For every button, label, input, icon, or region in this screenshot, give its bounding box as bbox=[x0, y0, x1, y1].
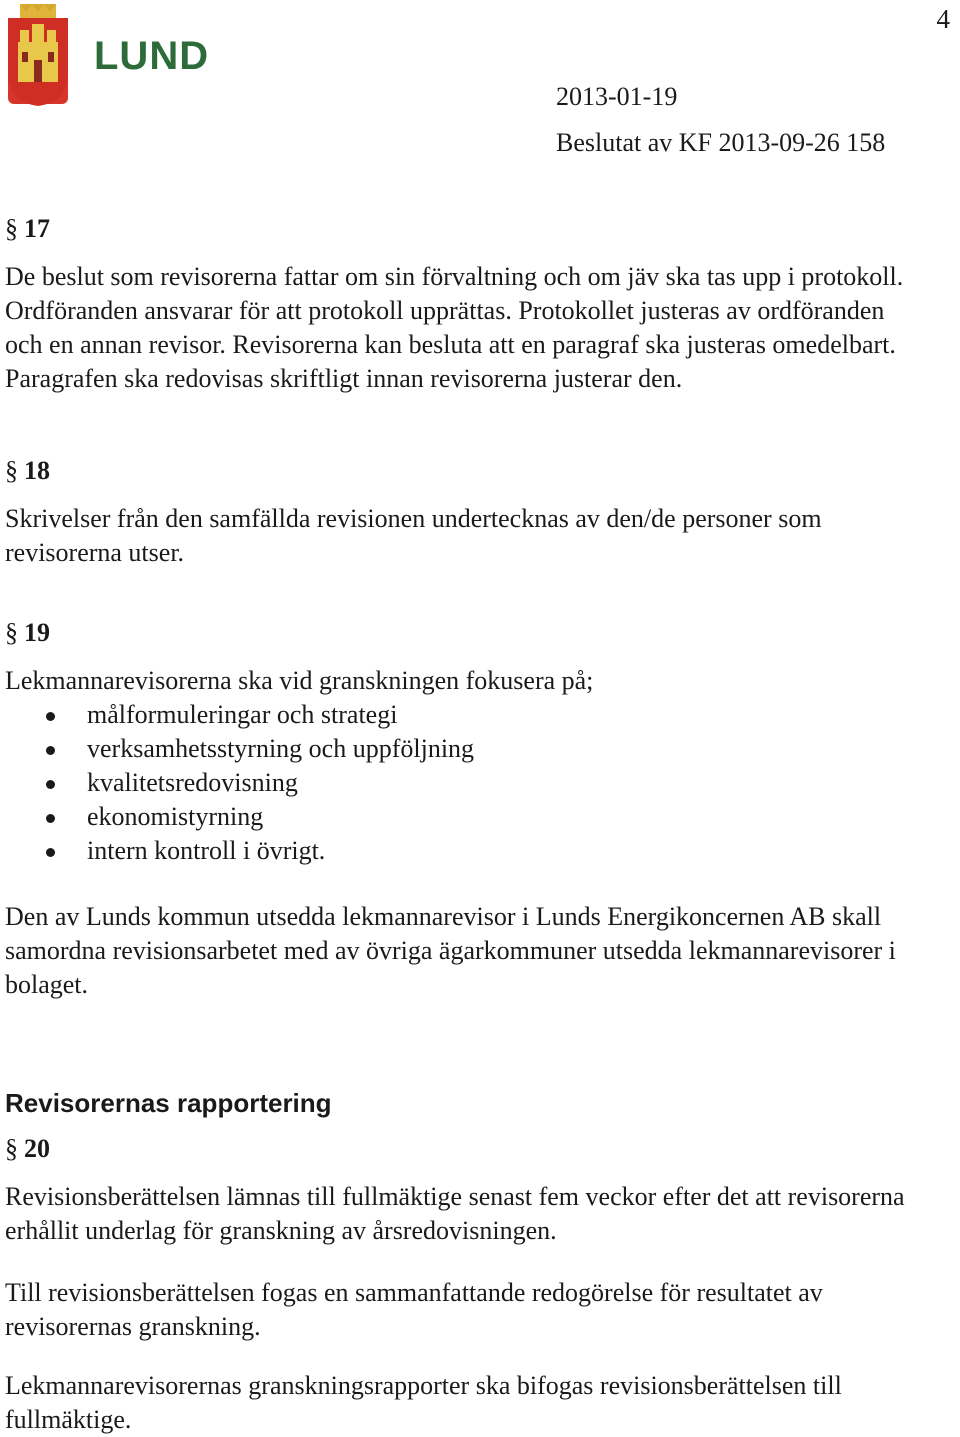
list-item bbox=[40, 766, 474, 800]
list-item bbox=[40, 732, 474, 766]
list-item bbox=[40, 800, 474, 834]
text-line: samordna revisionsarbetet med av övriga ägarkommuner utsedda lekmannarevisorer i bbox=[5, 936, 896, 965]
bullet-icon bbox=[46, 848, 55, 857]
document-date: 2013-01-19 bbox=[556, 82, 678, 111]
section-number: 17 bbox=[24, 214, 50, 243]
text-line: Ordföranden ansvarar för att protokoll upprättas. Protokollet justeras av ordföranden bbox=[5, 296, 885, 325]
text-line: Lekmannarevisorerna ska vid granskningen fokusera på; bbox=[5, 666, 594, 695]
text-line: De beslut som revisorerna fattar om sin förvaltning och om jäv ska tas upp i protokoll. bbox=[5, 262, 904, 291]
decision-reference: Beslutat av KF 2013-09-26 158 bbox=[556, 128, 886, 157]
text-line: Skrivelser från den samfällda revisionen undertecknas av den/de personer som bbox=[5, 504, 822, 533]
section-17-text bbox=[5, 260, 950, 396]
text-line: Den av Lunds kommun utsedda lekmannarevisor i Lunds Energikoncernen AB skall bbox=[5, 902, 882, 931]
text-line: revisorernas granskning. bbox=[5, 1312, 261, 1341]
paragraph-symbol: § bbox=[5, 214, 18, 243]
section-19-intro bbox=[5, 664, 950, 698]
logo-text: LUND bbox=[94, 34, 210, 78]
list-item bbox=[40, 834, 474, 868]
section-20-heading bbox=[5, 1134, 50, 1164]
list-item bbox=[40, 698, 474, 732]
section-18-text bbox=[5, 502, 950, 570]
text-line: Revisionsberättelsen lämnas till fullmäktige senast fem veckor efter det att revisorerna bbox=[5, 1182, 905, 1211]
list-item-label: ekonomistyrning bbox=[87, 802, 264, 831]
bullet-icon bbox=[46, 780, 55, 789]
bullet-icon bbox=[46, 712, 55, 721]
section-17-heading bbox=[5, 214, 50, 244]
focus-list bbox=[40, 698, 474, 868]
section-18-heading bbox=[5, 456, 50, 486]
list-item-label: verksamhetsstyrning och uppföljning bbox=[87, 734, 475, 763]
paragraph-symbol: § bbox=[5, 618, 18, 647]
section-19-heading bbox=[5, 618, 50, 648]
text-line: Paragrafen ska redovisas skriftligt innan revisorerna justerar den. bbox=[5, 364, 683, 393]
lund-coat-of-arms-icon bbox=[6, 2, 70, 108]
section-19-text bbox=[5, 900, 950, 1002]
section-number: 20 bbox=[24, 1134, 50, 1163]
text-line: Till revisionsberättelsen fogas en sammanfattande redogörelse för resultatet av bbox=[5, 1278, 823, 1307]
paragraph-symbol: § bbox=[5, 1134, 18, 1163]
text-line: och en annan revisor. Revisorerna kan besluta att en paragraf ska justeras omedelbart. bbox=[5, 330, 896, 359]
text-line: bolaget. bbox=[5, 970, 89, 999]
text-line: Lekmannarevisorernas granskningsrapporter ska bifogas revisionsberättelsen till bbox=[5, 1371, 842, 1400]
list-item-label: målformuleringar och strategi bbox=[87, 700, 398, 729]
page-number: 4 bbox=[936, 4, 950, 34]
bullet-icon bbox=[46, 814, 55, 823]
list-item-label: kvalitetsredovisning bbox=[87, 768, 298, 797]
text-line: fullmäktige. bbox=[5, 1405, 132, 1434]
section-number: 19 bbox=[24, 618, 50, 647]
section-20-paragraph-1 bbox=[5, 1180, 950, 1248]
text-line: revisorerna utser. bbox=[5, 538, 185, 567]
bullet-icon bbox=[46, 746, 55, 755]
list-item-label: intern kontroll i övrigt. bbox=[87, 836, 326, 865]
section-number: 18 bbox=[24, 456, 50, 485]
section-20-paragraph-3 bbox=[5, 1369, 950, 1437]
lund-logo bbox=[6, 2, 216, 110]
section-20-paragraph-2 bbox=[5, 1276, 950, 1344]
text-line: erhållit underlag för granskning av årsredovisningen. bbox=[5, 1216, 557, 1245]
section-heading: Revisorernas rapportering bbox=[5, 1088, 332, 1118]
paragraph-symbol: § bbox=[5, 456, 18, 485]
